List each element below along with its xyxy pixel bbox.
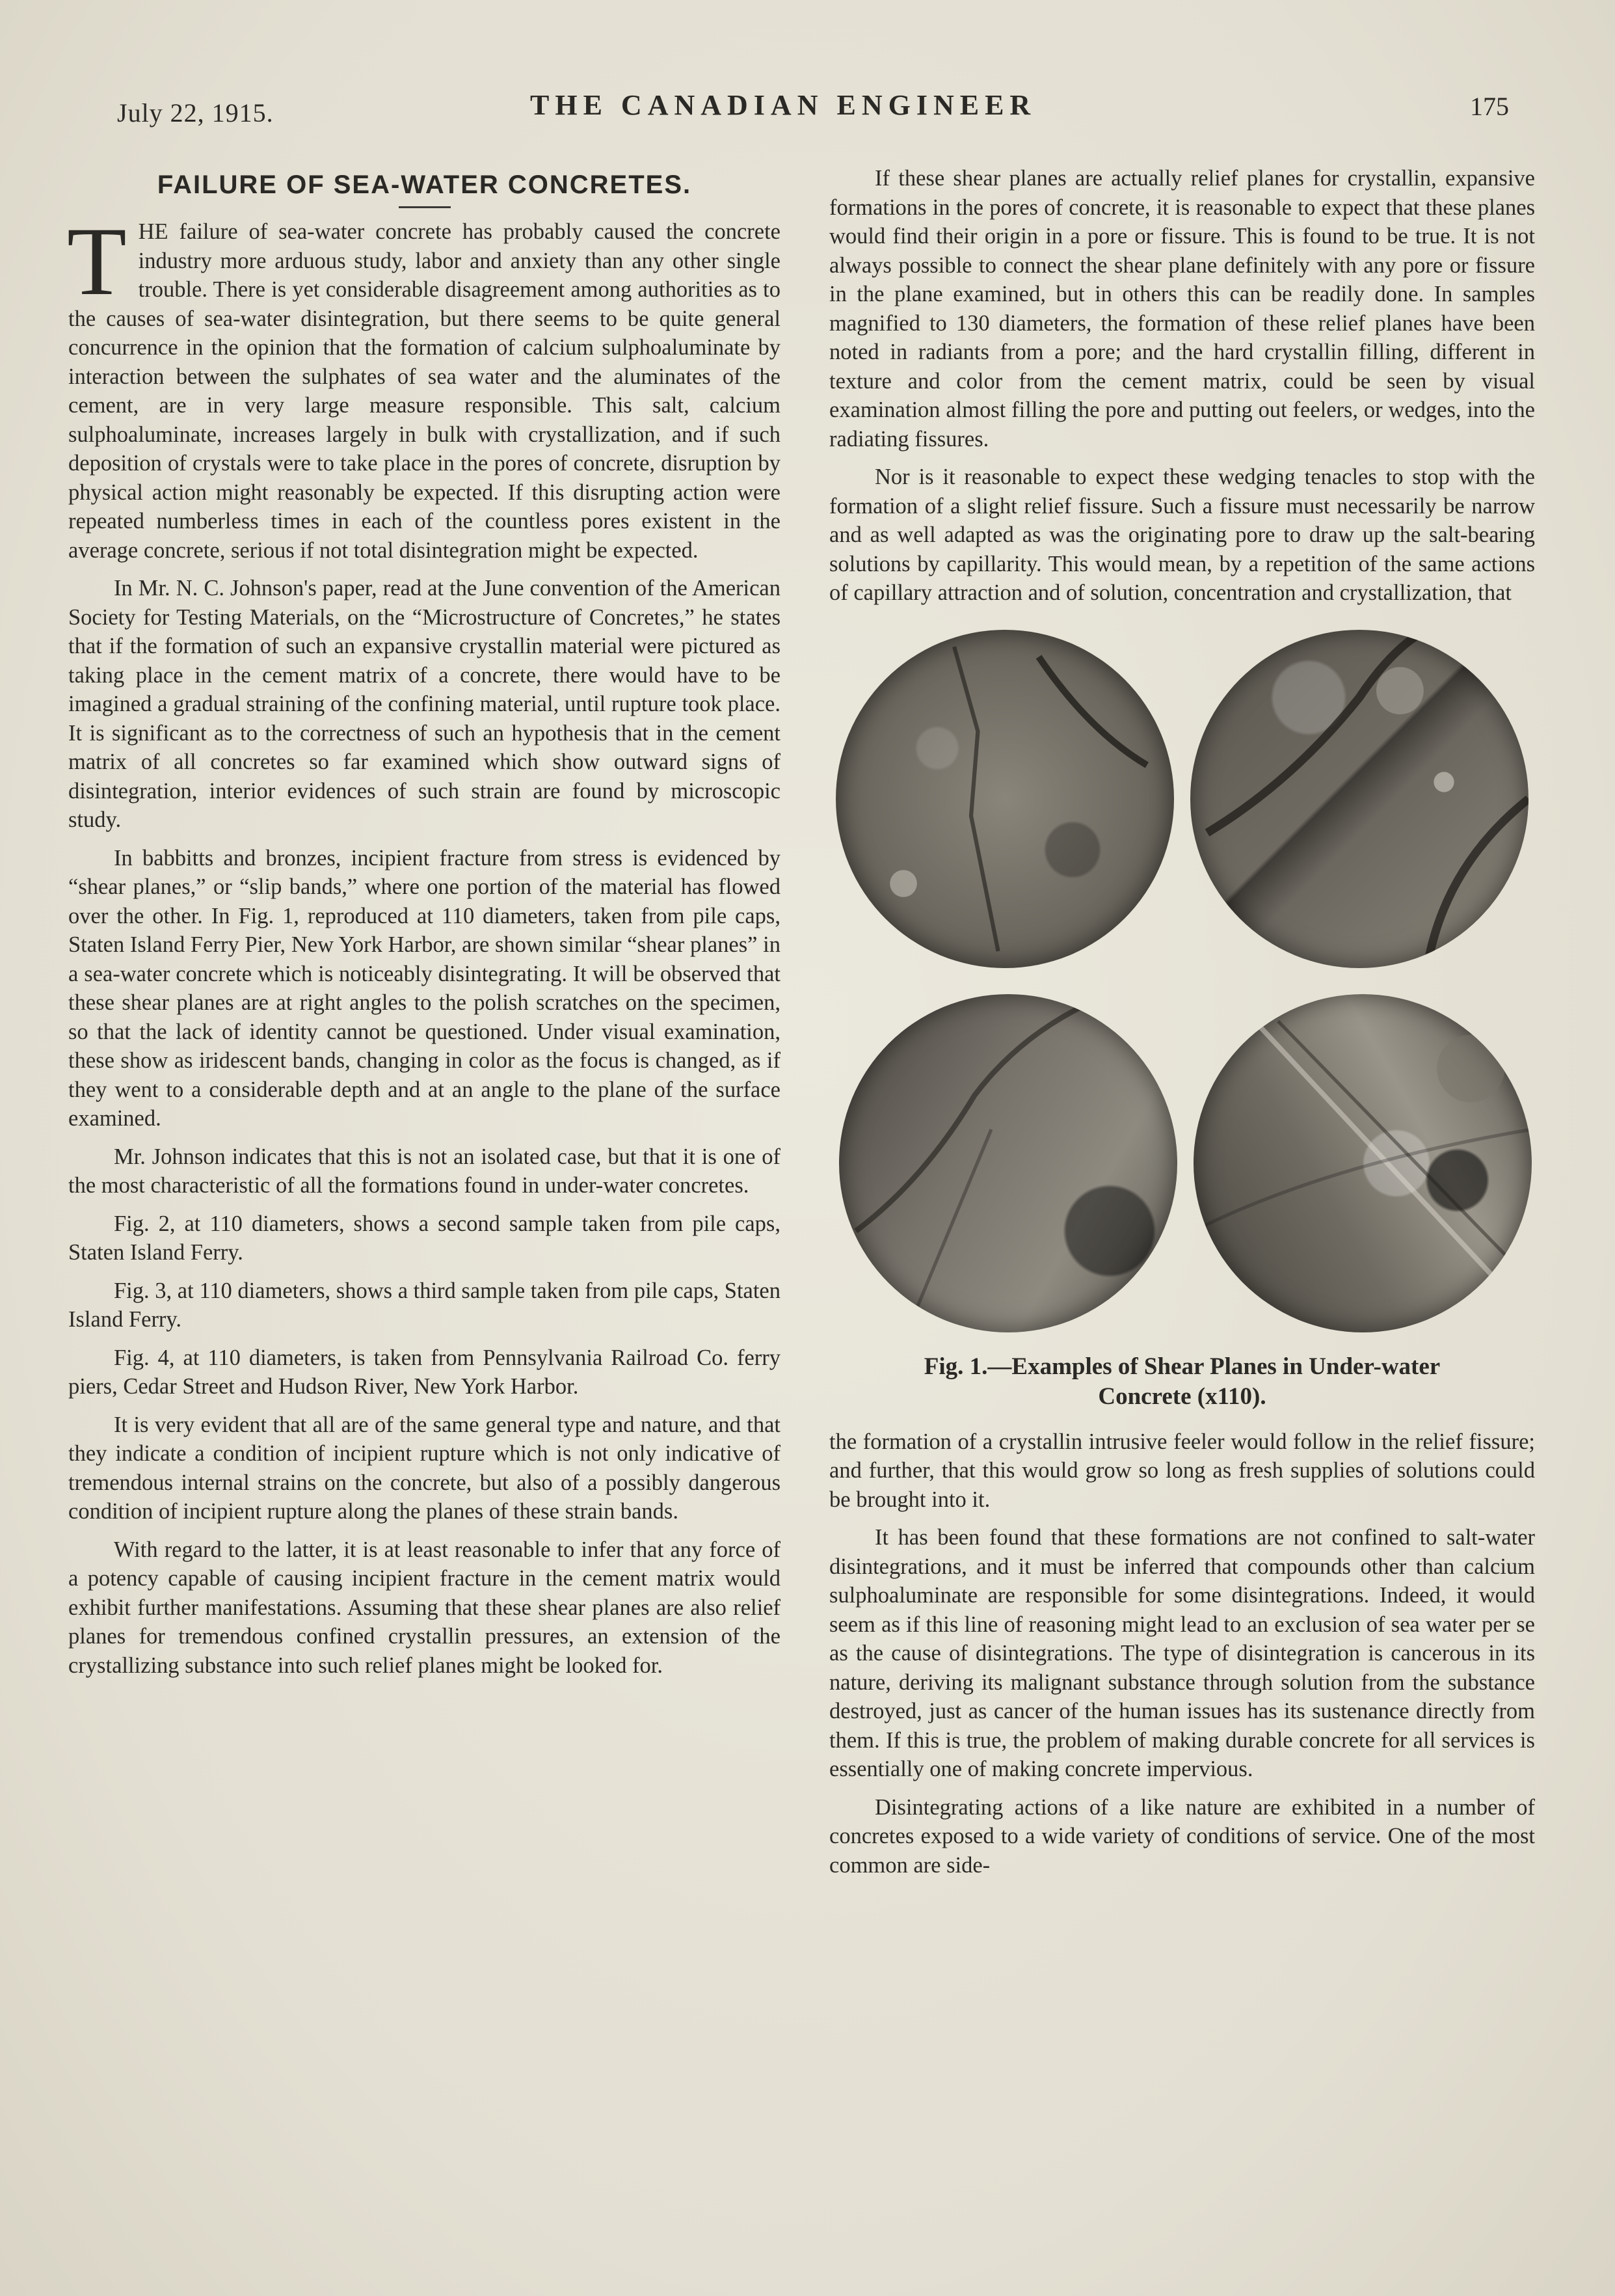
paragraph: the formation of a crystallin intrusive feeler would follow in the relief fissure; and further, that this would grow so long as fresh supplies of solutions could be brought into it. xyxy=(829,1429,1535,1512)
paragraph xyxy=(67,208,781,565)
paragraph: Fig. 4, at 110 diameters, is taken from Pennsylvania Railroad Co. ferry piers, Cedar Street and Hudson River, New York Harbor. xyxy=(68,1345,781,1399)
paragraph: It is very evident that all are of the same general type and nature, and that they indicate a condition of incipient rupture which is not only indicative of tremendous internal strains on the concrete, but also of a possibly dangerous condition of incipient rupture along the planes of these strain bands. xyxy=(68,1412,781,1524)
paragraph-text: HE failure of sea-water concrete has probably caused the concrete industry more arduous study, labor and anxiety than any other single trouble. There is yet considerable disagreement among authorities as to the causes of sea-water disintegration, but there seems to be quite general concurrence in the opinion that the formation of calcium sulphoaluminate by interaction between the sulphates of sea water and the aluminates of the cement, are in very large measure responsible. This salt, calcium sulphoaluminate, increases largely in bulk with crystallization, and if such deposition of crystals were to take place in the pores of concrete, disruption by physical action might reasonably be expected. If this disrupting action were repeated numberless times in each of the countless pores existent in the average concrete, serious if not total disintegration might be expected. xyxy=(68,219,781,563)
drop-cap: T xyxy=(67,208,127,316)
paragraph: With regard to the latter, it is at least reasonable to infer that any force of a potency capable of causing incipient fracture in the cement matrix would exhibit further manifestations. Assuming that these shear planes are also relief planes for tremendous confined crystallin pressures, an extension of the crystallizing substance into such relief planes might be looked for. xyxy=(68,1537,781,1678)
paragraph: Disintegrating actions of a like nature are exhibited in a number of concretes exposed to a wide variety of conditions of service. One of the most common are side- xyxy=(829,1794,1535,1878)
figure-micrographs xyxy=(829,630,1535,1339)
micrograph-4 xyxy=(1194,994,1532,1332)
paragraph: It has been found that these formations are not confined to salt-water disintegrations, and it must be inferred that compounds other than calcium sulphoaluminate are responsible for some disintegrations. Indeed, it would seem as if this line of reasoning might lead to an exclusion of sea water per se as the cause of disintegrations. The type of disintegration is cancerous in its nature, deriving its malignant substance through solution from the substance destroyed, just as cancer of the human issues has its sustenance directly from them. If this is true, the problem of making durable concrete for all services is essentially one of making concrete impervious. xyxy=(829,1525,1535,1781)
page-number: 175 xyxy=(1470,92,1509,121)
paragraph: In Mr. N. C. Johnson's paper, read at the June convention of the American Society for Testing Materials, on the “Microstructure of Concretes,” he states that if the formation of such an expansive crystallin material were pictured as taking place in the cement matrix of a concrete, there would have to be imagined a gradual straining of the confining material, until rupture took place. It is significant as to the correctness of such an hypothesis that in the cement matrix of all concretes so far examined which show outward signs of disintegration, interior evidences of such strain are found by microscopic study. xyxy=(68,576,781,832)
micrograph-1 xyxy=(836,630,1174,968)
running-header xyxy=(117,83,1509,129)
paragraph: Mr. Johnson indicates that this is not an isolated case, but that it is one of the most characteristic of all the formations found in under-water concretes. xyxy=(68,1144,781,1198)
journal-title: THE CANADIAN ENGINEER xyxy=(530,89,1037,121)
paragraph: In babbitts and bronzes, incipient fracture from stress is evidenced by “shear planes,” or “slip bands,” where one portion of the material has flowed over the other. In Fig. 1, reproduced at 110 diameters, taken from pile caps, Staten Island Ferry Pier, New York Harbor, are shown similar “shear planes” in a sea-water concrete which is noticeably disintegrating. It will be observed that these shear planes are at right angles to the polish scratches on the specimen, so that the lack of identity cannot be questioned. Under visual examination, these show as iridescent bands, changing in color as the focus is changed, as if they went to a considerable depth and at an angle to the plane of the surface examined. xyxy=(68,845,781,1131)
paragraph: Fig. 3, at 110 diameters, shows a third sample taken from pile caps, Staten Island Ferry. xyxy=(68,1278,781,1332)
micrograph-3 xyxy=(839,994,1177,1332)
issue-date: July 22, 1915. xyxy=(117,98,274,128)
figure-caption-line: Concrete (x110). xyxy=(1098,1383,1266,1410)
paragraph: Nor is it reasonable to expect these wedging tenacles to stop with the formation of a slight relief fissure. Such a fissure must necessarily be narrow and as well adapted as was the originating pore to draw up the salt-bearing solutions by capillarity. This would mean, by a repetition of the same actions of capillary attraction and of solution, concentration and crystallization, that xyxy=(829,465,1535,605)
article-title: FAILURE OF SEA-WATER CONCRETES. xyxy=(157,170,692,199)
figure-caption xyxy=(829,1352,1535,1412)
right-column xyxy=(829,164,1535,1889)
left-column xyxy=(68,170,781,1689)
paragraph: Fig. 2, at 110 diameters, shows a second sample taken from pile caps, Staten Island Ferry. xyxy=(68,1211,781,1265)
figure-caption-line: Fig. 1.—Examples of Shear Planes in Under-water xyxy=(924,1353,1441,1380)
micrograph-2 xyxy=(1190,630,1528,968)
title-rule xyxy=(399,206,451,208)
paragraph: If these shear planes are actually relief planes for crystallin, expansive formations in the pores of concrete, it is reasonable to expect that these planes would find their origin in a pore or fissure. This is found to be true. It is not always possible to connect the shear plane definitely with any pore or fissure in the plane examined, but in others this can be readily done. In samples magnified to 130 diameters, the formation of these relief planes have been noted in radiants from a pore; and the hard crystallin filling, different in texture and color from the cement matrix, could be seen by visual examination almost filling the pore and putting out feelers, or wedges, into the radiating fissures. xyxy=(829,166,1535,452)
